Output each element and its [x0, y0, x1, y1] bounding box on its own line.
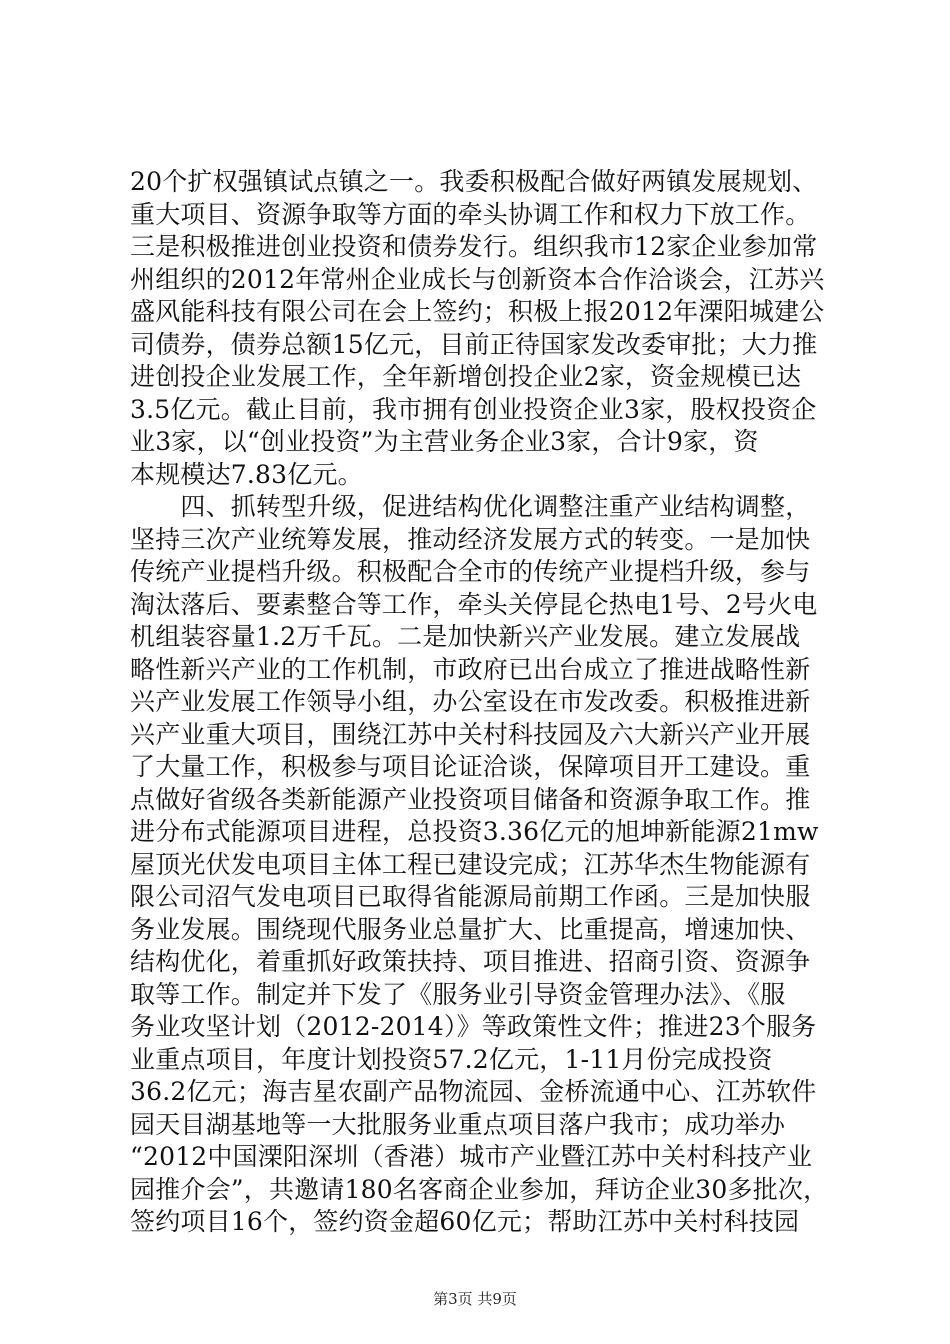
text-line: 限公司沼气发电项目已取得省能源局前期工作函。三是加快服 — [130, 882, 811, 911]
text-line: 3.5亿元。截止目前，我市拥有创业投资企业3家，股权投资企 — [130, 394, 817, 424]
text-line: 淘汰落后、要素整合等工作，牵头关停昆仑热电1号、2号火电 — [130, 589, 818, 619]
text-line: 司债券，债券总额15亿元，目前正待国家发改委审批；大力推 — [130, 329, 818, 359]
text-line: 进分布式能源项目进程，总投资3.36亿元的旭坤新能源21mw — [130, 817, 819, 846]
text-line: 州组织的2012年常州企业成长与创新资本合作洽谈会，江苏兴 — [130, 264, 825, 294]
page-number-footer: 第3页 共9页 — [433, 1290, 517, 1308]
text-line: 签约项目16个，签约资金超60亿元；帮助江苏中关村科技园 — [130, 1207, 800, 1236]
text-line: 三是积极推进创业投资和债券发行。组织我市12家企业参加常 — [130, 232, 818, 261]
text-line: 务业发展。围绕现代服务业总量扩大、比重提高，增速加快、 — [130, 914, 811, 944]
text-line: 取等工作。制定并下发了《服务业引导资金管理办法》、《服 — [130, 979, 786, 1009]
paragraph-start-line: 四、抓转型升级，促进结构优化调整注重产业结构调整， — [130, 492, 811, 521]
text-line: 业3家，以“创业投资”为主营业务企业3家，合计9家，资 — [130, 427, 759, 456]
text-line: 坚持三次产业统筹发展，推动经济发展方式的转变。一是加快 — [130, 524, 811, 554]
text-line: 略性新兴产业的工作机制，市政府已出台成立了推进战略性新 — [130, 654, 811, 684]
text-line: 传统产业提档升级。积极配合全市的传统产业提档升级，参与 — [130, 557, 811, 586]
text-line: 点做好省级各类新能源产业投资项目储备和资源争取工作。推 — [130, 784, 811, 814]
text-line: 兴产业重大项目，围绕江苏中关村科技园及六大新兴产业开展 — [130, 719, 811, 749]
document-body — [130, 166, 830, 1239]
text-line: 本规模达7.83亿元。 — [130, 459, 363, 489]
text-line: 了大量工作，积极参与项目论证洽谈，保障项目开工建设。重 — [130, 752, 811, 781]
text-line: 业重点项目，年度计划投资57.2亿元，1-11月份完成投资 — [130, 1044, 773, 1074]
text-line: 20个扩权强镇试点镇之一。我委积极配合做好两镇发展规划、 — [130, 167, 818, 196]
text-line: “2012中国溧阳深圳（香港）城市产业暨江苏中关村科技产业 — [130, 1142, 813, 1171]
text-line: 兴产业发展工作领导小组，办公室设在市发改委。积极推进新 — [130, 687, 811, 716]
text-line: 结构优化，着重抓好政策扶持、项目推进、招商引资、资源争 — [130, 947, 811, 976]
text-line: 重大项目、资源争取等方面的牵头协调工作和权力下放工作。 — [130, 199, 811, 229]
text-line: 屋顶光伏发电项目主体工程已建设完成；江苏华杰生物能源有 — [130, 849, 811, 879]
text-line: 进创投企业发展工作，全年新增创投企业2家，资金规模已达 — [130, 362, 802, 391]
text-line: 园推介会”，共邀请180名客商企业参加，拜访企业30多批次， — [130, 1174, 829, 1204]
text-line: 盛风能科技有限公司在会上签约；积极上报2012年溧阳城建公 — [130, 297, 825, 326]
text-line: 园天目湖基地等一大批服务业重点项目落户我市；成功举办 — [130, 1109, 786, 1139]
text-line: 机组装容量1.2万千瓦。二是加快新兴产业发展。建立发展战 — [130, 622, 801, 651]
text-line: 务业攻坚计划（2012-2014）》等政策性文件；推进23个服务 — [130, 1012, 817, 1041]
text-line: 36.2亿元；海吉星农副产品物流园、金桥流通中心、江苏软件 — [130, 1077, 817, 1106]
